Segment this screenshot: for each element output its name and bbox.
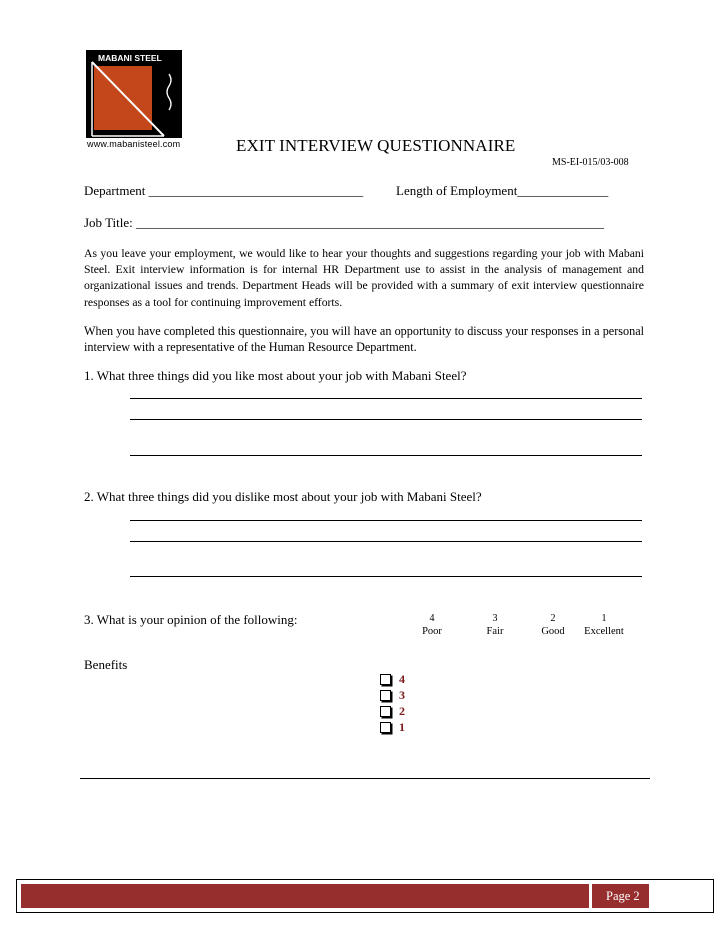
rating-value: 3: [492, 613, 498, 624]
logo-text: MABANI STEEL: [98, 53, 162, 63]
answer-line[interactable]: [130, 520, 642, 521]
job-title-field[interactable]: Job Title: ________________________________________________________________________: [84, 215, 605, 230]
checkbox-icon[interactable]: [380, 674, 391, 685]
footer-bar: [21, 884, 589, 908]
rating-column: [465, 613, 525, 637]
checkbox-option[interactable]: [380, 703, 405, 719]
section-divider: [80, 778, 650, 779]
rating-column: [402, 613, 462, 637]
answer-line[interactable]: [130, 398, 642, 399]
question-2: 2. What three things did you dislike most about your job with Mabani Steel?: [84, 489, 482, 504]
logo-orange-block: [94, 66, 152, 130]
company-website: www.mabanisteel.com: [87, 139, 181, 149]
rating-label: Fair: [486, 626, 504, 637]
answer-line[interactable]: [130, 419, 642, 420]
length-of-employment-field[interactable]: Length of Employment______________: [396, 183, 609, 198]
checkbox-label: 2: [399, 703, 405, 718]
answer-line[interactable]: [130, 541, 642, 542]
question-1: 1. What three things did you like most about your job with Mabani Steel?: [84, 368, 467, 383]
rating-label: Excellent: [584, 626, 624, 637]
rating-column: [574, 613, 634, 637]
rating-label: Poor: [422, 626, 442, 637]
checkbox-option[interactable]: [380, 687, 405, 703]
department-field[interactable]: Department _________________________________: [84, 183, 364, 198]
checkbox-option[interactable]: [380, 671, 405, 687]
checkbox-icon[interactable]: [380, 706, 391, 717]
checkbox-option[interactable]: [380, 719, 405, 735]
checkbox-icon[interactable]: [380, 722, 391, 733]
rating-value: 4: [429, 613, 435, 624]
document-code: MS-EI-015/03-008: [552, 157, 629, 168]
rating-value: 2: [550, 613, 556, 624]
answer-line[interactable]: [130, 455, 642, 456]
instructions-paragraph: When you have completed this questionnaire, you will have an opportunity to discuss your responses in a personal interview with a representative of the Human Resource Department.: [84, 324, 644, 355]
checkbox-label: 4: [399, 671, 405, 686]
page-number: Page 2: [592, 884, 649, 908]
company-logo: [86, 50, 182, 138]
checkbox-label: 1: [399, 719, 405, 734]
logo-mark: [86, 50, 182, 138]
rating-value: 1: [601, 613, 607, 624]
checkbox-icon[interactable]: [380, 690, 391, 701]
checkbox-label: 3: [399, 687, 405, 702]
category-benefits: Benefits: [84, 657, 128, 672]
answer-line[interactable]: [130, 576, 642, 577]
rating-label: Good: [541, 626, 565, 637]
page-title: EXIT INTERVIEW QUESTIONNAIRE: [236, 136, 516, 155]
page-footer: [16, 879, 714, 913]
question-3: 3. What is your opinion of the following:: [84, 612, 298, 627]
intro-paragraph: As you leave your employment, we would like to hear your thoughts and suggestions regarding your job with Mabani Steel. Exit interview information is for internal HR Department use to assist in the analysis of management and organizational issues and trends. Department Heads will be provided with a summary of exit interview questionnaire responses as a tool for continuing improvement efforts.: [84, 247, 644, 309]
benefits-checkbox-group: [380, 671, 405, 735]
